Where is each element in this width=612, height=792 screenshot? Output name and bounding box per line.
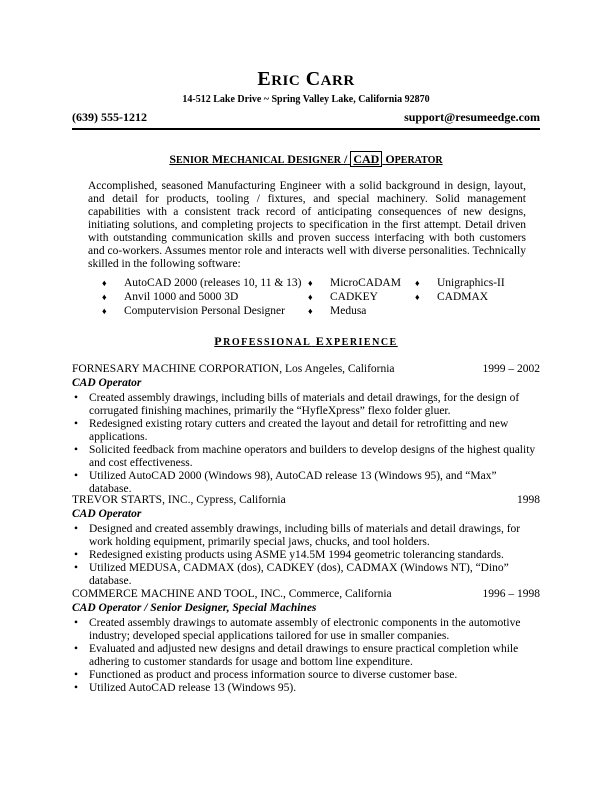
bullet-icon: • — [74, 682, 79, 694]
job-entry — [72, 493, 540, 588]
list-item: • Utilized MEDUSA, CADMAX (dos), CADKEY (dos), CADMAX (Windows NT), “Dino” database. — [74, 562, 509, 587]
diamond-bullet-icon: ♦ — [415, 278, 420, 288]
header-divider — [72, 128, 540, 130]
job-title: CAD Operator — [72, 508, 142, 520]
list-item: • Redesigned existing rotary cutters and created the layout and detail for retrofitting and new applications. — [74, 418, 509, 443]
skills-column-2 — [306, 276, 401, 318]
diamond-bullet-icon: ♦ — [102, 292, 107, 302]
bullet-icon: • — [74, 643, 79, 655]
list-item: • Evaluated and adjusted new designs and detail drawings to ensure practical completion while adhering to customer standards for usage and bottom line expenditure. — [74, 643, 519, 668]
skill-item: ♦ AutoCAD 2000 (releases 10, 11 & 13) — [102, 277, 302, 289]
skill-item: ♦ CADKEY — [308, 291, 378, 303]
diamond-bullet-icon: ♦ — [415, 292, 420, 302]
job-title: CAD Operator / Senior Designer, Special Machines — [72, 602, 317, 614]
job-bullets — [72, 523, 540, 588]
bullet-icon: • — [74, 392, 79, 404]
objective-heading: SENIOR MECHANICAL DESIGNER / CAD OPERATOR — [169, 152, 443, 166]
diamond-bullet-icon: ♦ — [102, 278, 107, 288]
bullet-icon: • — [74, 523, 79, 535]
skill-item: ♦ Unigraphics-II — [415, 277, 505, 289]
phone-number: (639) 555-1212 — [72, 110, 147, 124]
diamond-bullet-icon: ♦ — [102, 306, 107, 316]
list-item: • Designed and created assembly drawings, including bills of materials and detail drawings, for work holding equipment, primarily special jaws, chucks, and tool holders. — [74, 523, 521, 548]
list-item: • Utilized AutoCAD release 13 (Windows 95). — [74, 682, 297, 694]
diamond-bullet-icon: ♦ — [308, 292, 313, 302]
bullet-icon: • — [74, 418, 79, 430]
skill-item: ♦ Computervision Personal Designer — [102, 305, 285, 317]
list-item: • Utilized AutoCAD 2000 (Windows 98), AutoCAD release 13 (Windows 95), and “Max” database. — [74, 470, 497, 495]
job-dates: 1999 – 2002 — [482, 363, 540, 375]
bullet-icon: • — [74, 549, 79, 561]
job-bullets — [72, 392, 540, 496]
bullet-icon: • — [74, 669, 79, 681]
company-name: FORNESARY MACHINE CORPORATION, Los Angeles, California — [72, 363, 395, 375]
skill-item: ♦ MicroCADAM — [308, 277, 401, 289]
list-item: • Solicited feedback from machine operators and builders to develop designs of the highest quality and cost effectiveness. — [74, 444, 536, 469]
candidate-name: ERIC CARR — [257, 68, 355, 90]
skills-column-3 — [413, 276, 505, 304]
skill-item: ♦ Anvil 1000 and 5000 3D — [102, 291, 239, 303]
job-bullets — [72, 617, 540, 695]
cad-boxed: CAD — [350, 151, 382, 167]
diamond-bullet-icon: ♦ — [308, 278, 313, 288]
experience-heading: PROFESSIONAL EXPERIENCE — [214, 334, 398, 348]
list-item: • Created assembly drawings to automate assembly of electronic components in the automotive industry; developed special applications tailored for use in smaller companies. — [74, 617, 521, 642]
list-item: • Functioned as product and process information source to diverse customer base. — [74, 669, 458, 681]
bullet-icon: • — [74, 617, 79, 629]
skills-column-1 — [100, 276, 301, 318]
list-item: • Created assembly drawings, including bills of materials and detail drawings, for the design of corrugated finishing machines, primarily the “HyfleXpress” flexo folder gluer. — [74, 392, 520, 417]
summary-paragraph: Accomplished, seasoned Manufacturing Engineer with a solid background in design, layout, and detail for products, tooling / fixtures, and special machinery. Solid management capabilities with a consistent track record of anticipating consequences of new designs, initiating solutions, and completing projects to specification in the first attempt. Detail driven with outstanding communication skills and proven success interfacing with both customers and co-workers. Assumes mentor role and interacts well with diverse personalities. Technically skilled in the following software: — [88, 180, 526, 270]
job-entry — [72, 362, 540, 496]
skill-item: ♦ CADMAX — [415, 291, 489, 303]
company-name: COMMERCE MACHINE AND TOOL, INC., Commerce, California — [72, 588, 392, 600]
bullet-icon: • — [74, 562, 79, 574]
bullet-icon: • — [74, 470, 79, 482]
job-dates: 1996 – 1998 — [482, 588, 540, 600]
email-address: support@resumeedge.com — [404, 110, 540, 124]
address: 14-512 Lake Drive ~ Spring Valley Lake, California 92870 — [182, 94, 430, 105]
bullet-icon: • — [74, 444, 79, 456]
job-dates: 1998 — [517, 494, 540, 506]
skill-item: ♦ Medusa — [308, 305, 367, 317]
job-title: CAD Operator — [72, 377, 142, 389]
list-item: • Redesigned existing products using ASME y14.5M 1994 geometric tolerancing standards. — [74, 549, 504, 561]
diamond-bullet-icon: ♦ — [308, 306, 313, 316]
job-entry — [72, 587, 540, 695]
company-name: TREVOR STARTS, INC., Cypress, California — [72, 494, 286, 506]
